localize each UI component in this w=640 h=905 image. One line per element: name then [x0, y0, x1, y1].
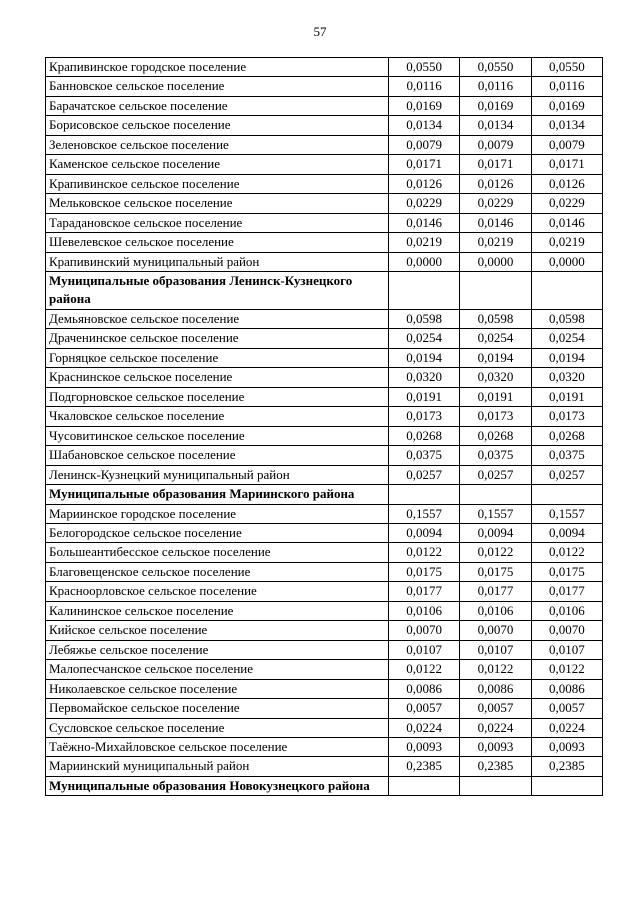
value-cell-1: 0,0268: [389, 426, 460, 445]
value-cell-2: 0,0194: [460, 348, 531, 367]
value-cell-2: 0,0171: [460, 155, 531, 174]
value-cell-3: 0,0093: [531, 738, 602, 757]
value-cell-1: 0,0122: [389, 543, 460, 562]
value-cell-3: 0,0146: [531, 213, 602, 232]
value-cell-1: 0,0224: [389, 718, 460, 737]
value-cell-2: 0,0320: [460, 368, 531, 387]
municipality-name: Мельковское сельское поселение: [46, 194, 389, 213]
municipality-name: Николаевское сельское поселение: [46, 679, 389, 698]
value-cell-3: 0,0375: [531, 446, 602, 465]
value-cell-1: 0,0171: [389, 155, 460, 174]
section-title: Муниципальные образования Новокузнецкого района: [46, 776, 389, 796]
municipality-name: Кийское сельское поселение: [46, 621, 389, 640]
section-title: Муниципальные образования Ленинск-Кузнецкого района: [46, 271, 389, 309]
municipality-name: Мариинский муниципальный район: [46, 757, 389, 776]
value-cell-3: 0,0254: [531, 329, 602, 348]
table-row: [46, 446, 603, 465]
municipality-name: Крапивинское сельское поселение: [46, 174, 389, 193]
value-cell-1: 0,0122: [389, 660, 460, 679]
value-cell-1: 0,0116: [389, 77, 460, 96]
value-cell-3: 0,0550: [531, 58, 602, 77]
value-cell-3: 0,0094: [531, 524, 602, 543]
value-cell-3: 0,0000: [531, 252, 602, 271]
value-cell-2: 0,0093: [460, 738, 531, 757]
value-cell-3: [531, 271, 602, 309]
table-row: [46, 601, 603, 620]
value-cell-3: 0,0070: [531, 621, 602, 640]
table-row: [46, 699, 603, 718]
table-row: [46, 194, 603, 213]
value-cell-3: 0,0177: [531, 582, 602, 601]
value-cell-3: 0,0598: [531, 309, 602, 328]
table-row: [46, 233, 603, 252]
table-row: [46, 174, 603, 193]
coefficients-table: [45, 57, 603, 796]
value-cell-3: 0,0086: [531, 679, 602, 698]
value-cell-1: 0,0070: [389, 621, 460, 640]
table-row: [46, 465, 603, 484]
value-cell-2: 0,0116: [460, 77, 531, 96]
value-cell-1: 0,0175: [389, 562, 460, 581]
value-cell-1: 0,0375: [389, 446, 460, 465]
value-cell-2: 0,0257: [460, 465, 531, 484]
value-cell-2: [460, 776, 531, 796]
value-cell-2: 0,0122: [460, 660, 531, 679]
municipality-name: Таёжно-Михайловское сельское поселение: [46, 738, 389, 757]
value-cell-3: 0,1557: [531, 504, 602, 523]
value-cell-2: 0,0254: [460, 329, 531, 348]
municipality-name: Первомайское сельское поселение: [46, 699, 389, 718]
value-cell-2: 0,0224: [460, 718, 531, 737]
municipality-name: Большеантибесское сельское поселение: [46, 543, 389, 562]
value-cell-3: 0,0106: [531, 601, 602, 620]
municipality-name: Ленинск-Кузнецкий муниципальный район: [46, 465, 389, 484]
value-cell-2: 0,0107: [460, 640, 531, 659]
value-cell-2: 0,0079: [460, 135, 531, 154]
value-cell-1: 0,0191: [389, 387, 460, 406]
table-row: [46, 426, 603, 445]
value-cell-2: 0,0122: [460, 543, 531, 562]
municipality-name: Каменское сельское поселение: [46, 155, 389, 174]
value-cell-3: 0,0057: [531, 699, 602, 718]
value-cell-1: 0,0229: [389, 194, 460, 213]
table-row: [46, 718, 603, 737]
table-row: [46, 640, 603, 659]
value-cell-1: 0,0094: [389, 524, 460, 543]
value-cell-2: 0,0229: [460, 194, 531, 213]
value-cell-2: 0,0086: [460, 679, 531, 698]
value-cell-1: 0,0320: [389, 368, 460, 387]
value-cell-2: [460, 271, 531, 309]
value-cell-2: 0,0070: [460, 621, 531, 640]
value-cell-2: 0,0106: [460, 601, 531, 620]
value-cell-2: 0,0000: [460, 252, 531, 271]
value-cell-2: 0,2385: [460, 757, 531, 776]
value-cell-1: 0,0169: [389, 96, 460, 115]
value-cell-1: 0,0107: [389, 640, 460, 659]
value-cell-1: 0,2385: [389, 757, 460, 776]
table-row: [46, 407, 603, 426]
municipality-name: Шабановское сельское поселение: [46, 446, 389, 465]
table-row: [46, 96, 603, 115]
table-body: [46, 58, 603, 796]
table-row: [46, 329, 603, 348]
value-cell-3: 0,0134: [531, 116, 602, 135]
municipality-name: Краснинское сельское поселение: [46, 368, 389, 387]
value-cell-1: [389, 776, 460, 796]
value-cell-2: 0,0094: [460, 524, 531, 543]
value-cell-3: 0,0171: [531, 155, 602, 174]
value-cell-3: 0,0122: [531, 660, 602, 679]
municipality-name: Барачатское сельское поселение: [46, 96, 389, 115]
value-cell-2: 0,0375: [460, 446, 531, 465]
municipality-name: Банновское сельское поселение: [46, 77, 389, 96]
municipality-name: Тарадановское сельское поселение: [46, 213, 389, 232]
value-cell-2: 0,0134: [460, 116, 531, 135]
municipality-name: Драченинское сельское поселение: [46, 329, 389, 348]
value-cell-1: [389, 485, 460, 505]
value-cell-3: 0,0194: [531, 348, 602, 367]
value-cell-1: 0,0093: [389, 738, 460, 757]
value-cell-3: 0,0219: [531, 233, 602, 252]
section-header-row: [46, 776, 603, 796]
page-number: 57: [313, 24, 327, 39]
municipality-name: Горняцкое сельское поселение: [46, 348, 389, 367]
value-cell-2: 0,0191: [460, 387, 531, 406]
table-row: [46, 116, 603, 135]
municipality-name: Калининское сельское поселение: [46, 601, 389, 620]
value-cell-3: 0,0116: [531, 77, 602, 96]
value-cell-3: 0,0320: [531, 368, 602, 387]
municipality-name: Чкаловское сельское поселение: [46, 407, 389, 426]
value-cell-1: 0,0146: [389, 213, 460, 232]
value-cell-3: 0,0122: [531, 543, 602, 562]
value-cell-1: 0,0000: [389, 252, 460, 271]
municipality-name: Сусловское сельское поселение: [46, 718, 389, 737]
table-row: [46, 738, 603, 757]
value-cell-2: 0,0219: [460, 233, 531, 252]
table-row: [46, 309, 603, 328]
value-cell-2: 0,0177: [460, 582, 531, 601]
table-row: [46, 348, 603, 367]
value-cell-1: 0,0254: [389, 329, 460, 348]
value-cell-1: 0,0086: [389, 679, 460, 698]
value-cell-3: [531, 776, 602, 796]
value-cell-2: 0,0057: [460, 699, 531, 718]
value-cell-2: 0,0598: [460, 309, 531, 328]
municipality-name: Благовещенское сельское поселение: [46, 562, 389, 581]
value-cell-1: 0,0177: [389, 582, 460, 601]
table-row: [46, 524, 603, 543]
table-row: [46, 562, 603, 581]
value-cell-1: 0,0257: [389, 465, 460, 484]
value-cell-1: 0,0598: [389, 309, 460, 328]
value-cell-1: 0,0194: [389, 348, 460, 367]
municipality-name: Борисовское сельское поселение: [46, 116, 389, 135]
value-cell-2: 0,0550: [460, 58, 531, 77]
value-cell-2: 0,0268: [460, 426, 531, 445]
table-row: [46, 660, 603, 679]
table-row: [46, 135, 603, 154]
municipality-name: Подгорновское сельское поселение: [46, 387, 389, 406]
municipality-name: Зеленовское сельское поселение: [46, 135, 389, 154]
section-header-row: [46, 485, 603, 505]
section-title: Муниципальные образования Мариинского района: [46, 485, 389, 505]
value-cell-2: 0,1557: [460, 504, 531, 523]
table-row: [46, 213, 603, 232]
value-cell-1: 0,0550: [389, 58, 460, 77]
value-cell-2: 0,0173: [460, 407, 531, 426]
value-cell-1: 0,0057: [389, 699, 460, 718]
value-cell-1: 0,0079: [389, 135, 460, 154]
table-row: [46, 252, 603, 271]
value-cell-3: 0,0079: [531, 135, 602, 154]
value-cell-1: 0,0126: [389, 174, 460, 193]
value-cell-1: 0,0219: [389, 233, 460, 252]
value-cell-3: 0,0191: [531, 387, 602, 406]
table-row: [46, 77, 603, 96]
table-row: [46, 543, 603, 562]
table-row: [46, 368, 603, 387]
value-cell-3: 0,0126: [531, 174, 602, 193]
table-row: [46, 387, 603, 406]
table-row: [46, 757, 603, 776]
value-cell-3: 0,0224: [531, 718, 602, 737]
municipality-name: Мариинское городское поселение: [46, 504, 389, 523]
municipality-name: Шевелевское сельское поселение: [46, 233, 389, 252]
municipality-name: Красноорловское сельское поселение: [46, 582, 389, 601]
value-cell-3: 0,2385: [531, 757, 602, 776]
municipality-name: Белогородское сельское поселение: [46, 524, 389, 543]
municipality-name: Крапивинский муниципальный район: [46, 252, 389, 271]
table-row: [46, 504, 603, 523]
value-cell-3: 0,0107: [531, 640, 602, 659]
value-cell-3: 0,0257: [531, 465, 602, 484]
value-cell-3: 0,0175: [531, 562, 602, 581]
value-cell-2: 0,0169: [460, 96, 531, 115]
municipality-name: Демьяновское сельское поселение: [46, 309, 389, 328]
municipality-name: Лебяжье сельское поселение: [46, 640, 389, 659]
value-cell-1: 0,0134: [389, 116, 460, 135]
value-cell-2: 0,0146: [460, 213, 531, 232]
value-cell-2: 0,0175: [460, 562, 531, 581]
value-cell-3: 0,0173: [531, 407, 602, 426]
table-row: [46, 155, 603, 174]
value-cell-1: 0,0173: [389, 407, 460, 426]
municipality-name: Малопесчанское сельское поселение: [46, 660, 389, 679]
value-cell-3: 0,0169: [531, 96, 602, 115]
table-row: [46, 621, 603, 640]
table-row: [46, 58, 603, 77]
municipality-name: Крапивинское городское поселение: [46, 58, 389, 77]
table-row: [46, 582, 603, 601]
value-cell-1: 0,1557: [389, 504, 460, 523]
value-cell-3: [531, 485, 602, 505]
section-header-row: [46, 271, 603, 309]
value-cell-1: [389, 271, 460, 309]
value-cell-3: 0,0268: [531, 426, 602, 445]
value-cell-3: 0,0229: [531, 194, 602, 213]
municipality-name: Чусовитинское сельское поселение: [46, 426, 389, 445]
value-cell-2: [460, 485, 531, 505]
value-cell-2: 0,0126: [460, 174, 531, 193]
value-cell-1: 0,0106: [389, 601, 460, 620]
table-row: [46, 679, 603, 698]
